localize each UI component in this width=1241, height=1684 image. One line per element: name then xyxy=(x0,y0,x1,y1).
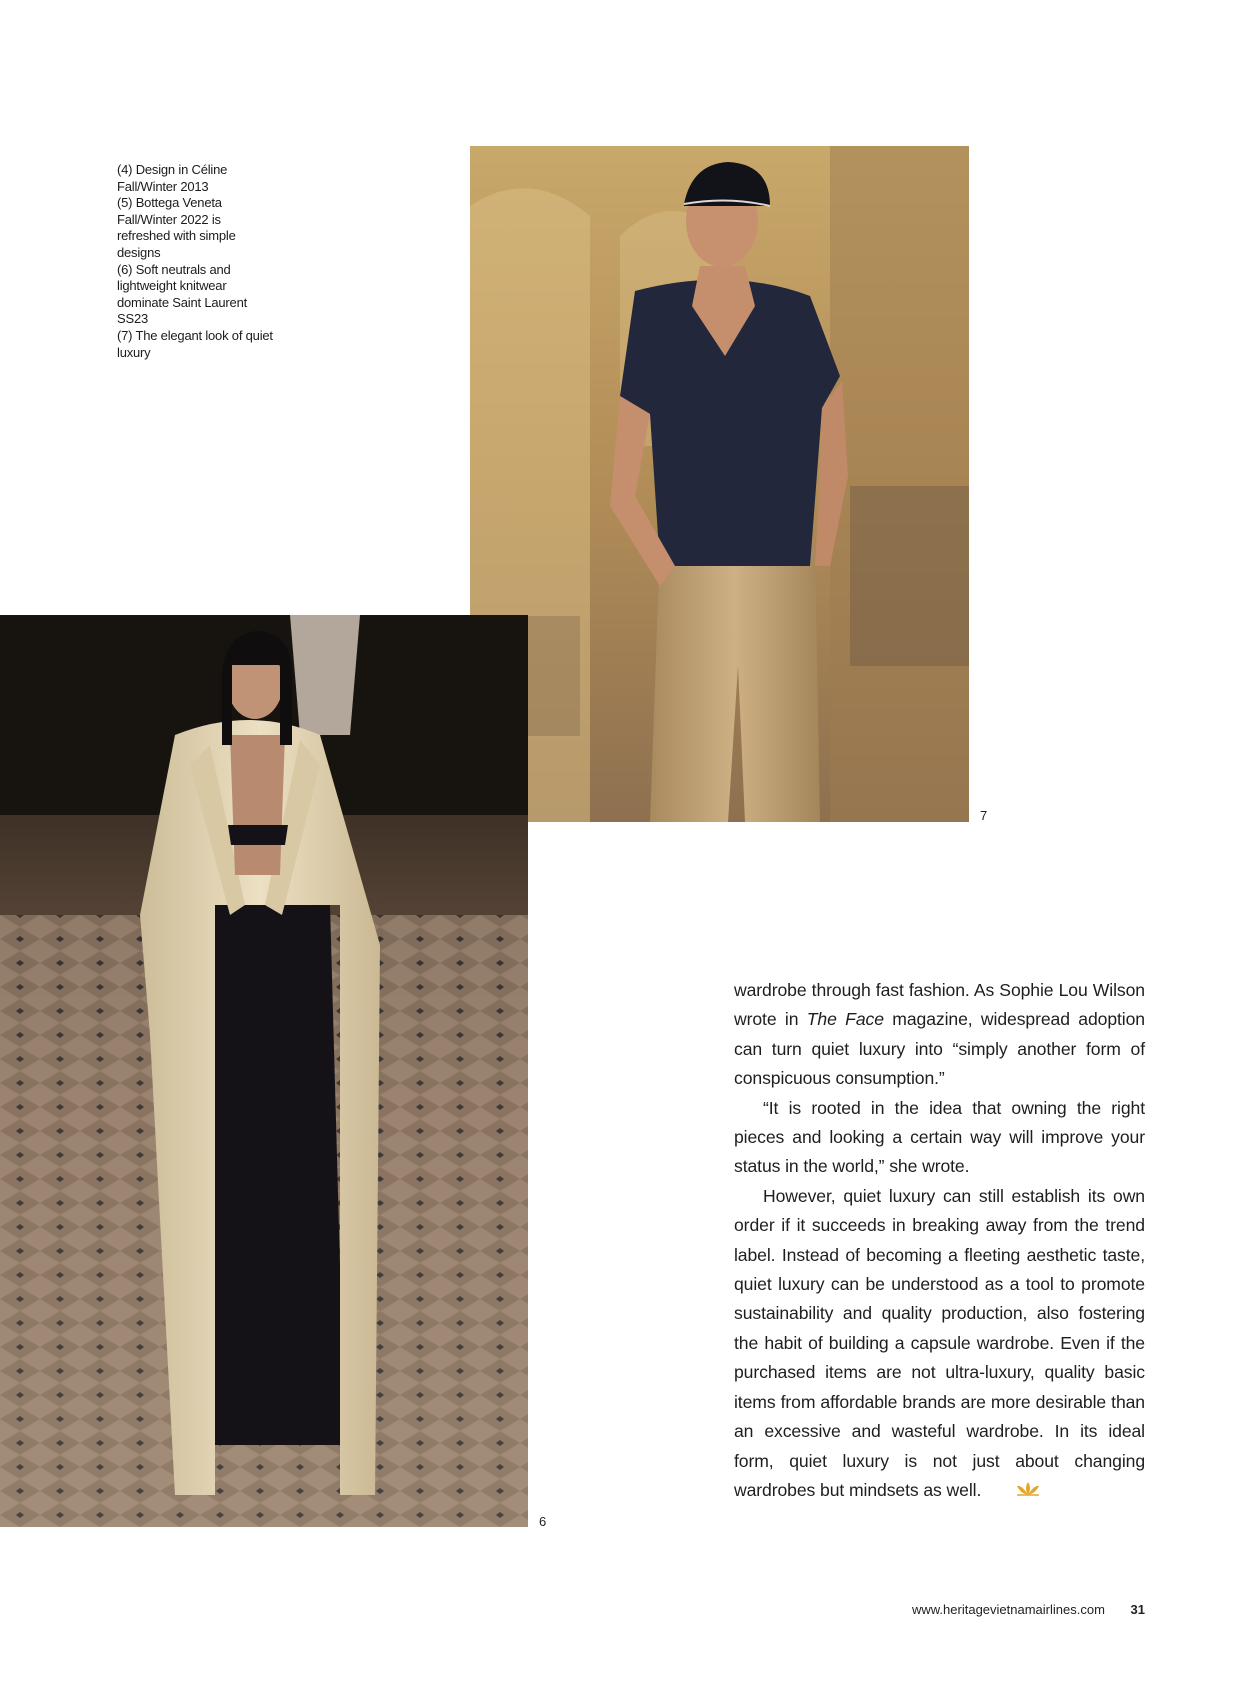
article-paragraph-3: However, quiet luxury can still establish its own order if it succeeds in breaking away from the trend label. Instead of becoming a fleeting aesthetic taste, quiet luxury can be understood as a tool to promote sustainability and quality production, also fostering the habit of building a capsule wardrobe. Even if the purchased items are not ultra-luxury, quality basic items from affordable brands are more desirable than an excessive and wasteful wardrobe. In its ideal form, quiet luxury is not just about changing wardrobes but mindsets as well. xyxy=(734,1182,1145,1506)
article-paragraph-1: wardrobe through fast fashion. As Sophie Lou Wilson wrote in The Face magazine, widespread adoption can turn quiet luxury into “simply another form of conspicuous consumption.” xyxy=(734,980,1145,1089)
magazine-title: The Face xyxy=(806,1009,884,1030)
photo-captions xyxy=(117,162,277,361)
article-paragraph-2: “It is rooted in the idea that owning the right pieces and looking a certain way will improve your status in the world,” she wrote. xyxy=(734,1097,1145,1177)
photo-7-number: 7 xyxy=(980,808,988,823)
caption-7: (7) The elegant look of quiet luxury xyxy=(117,327,273,360)
website-url: www.heritagevietnamairlines.com xyxy=(911,1602,1105,1617)
photo-7-quiet-luxury-look xyxy=(470,146,969,822)
caption-5: (5) Bottega Veneta Fall/Winter 2022 is refreshed with simple designs xyxy=(117,195,236,260)
photo-6-saint-laurent-look xyxy=(0,615,528,1527)
page-number: 31 xyxy=(1130,1602,1145,1617)
photo-6-number: 6 xyxy=(539,1514,547,1529)
article-body xyxy=(734,976,1145,1506)
caption-4: (4) Design in Céline Fall/Winter 2013 xyxy=(117,162,228,194)
lotus-end-mark-icon xyxy=(985,1477,1042,1506)
caption-6: (6) Soft neutrals and lightweight knitwear dominate Saint Laurent SS23 xyxy=(117,261,248,327)
page-footer xyxy=(912,1602,1145,1617)
